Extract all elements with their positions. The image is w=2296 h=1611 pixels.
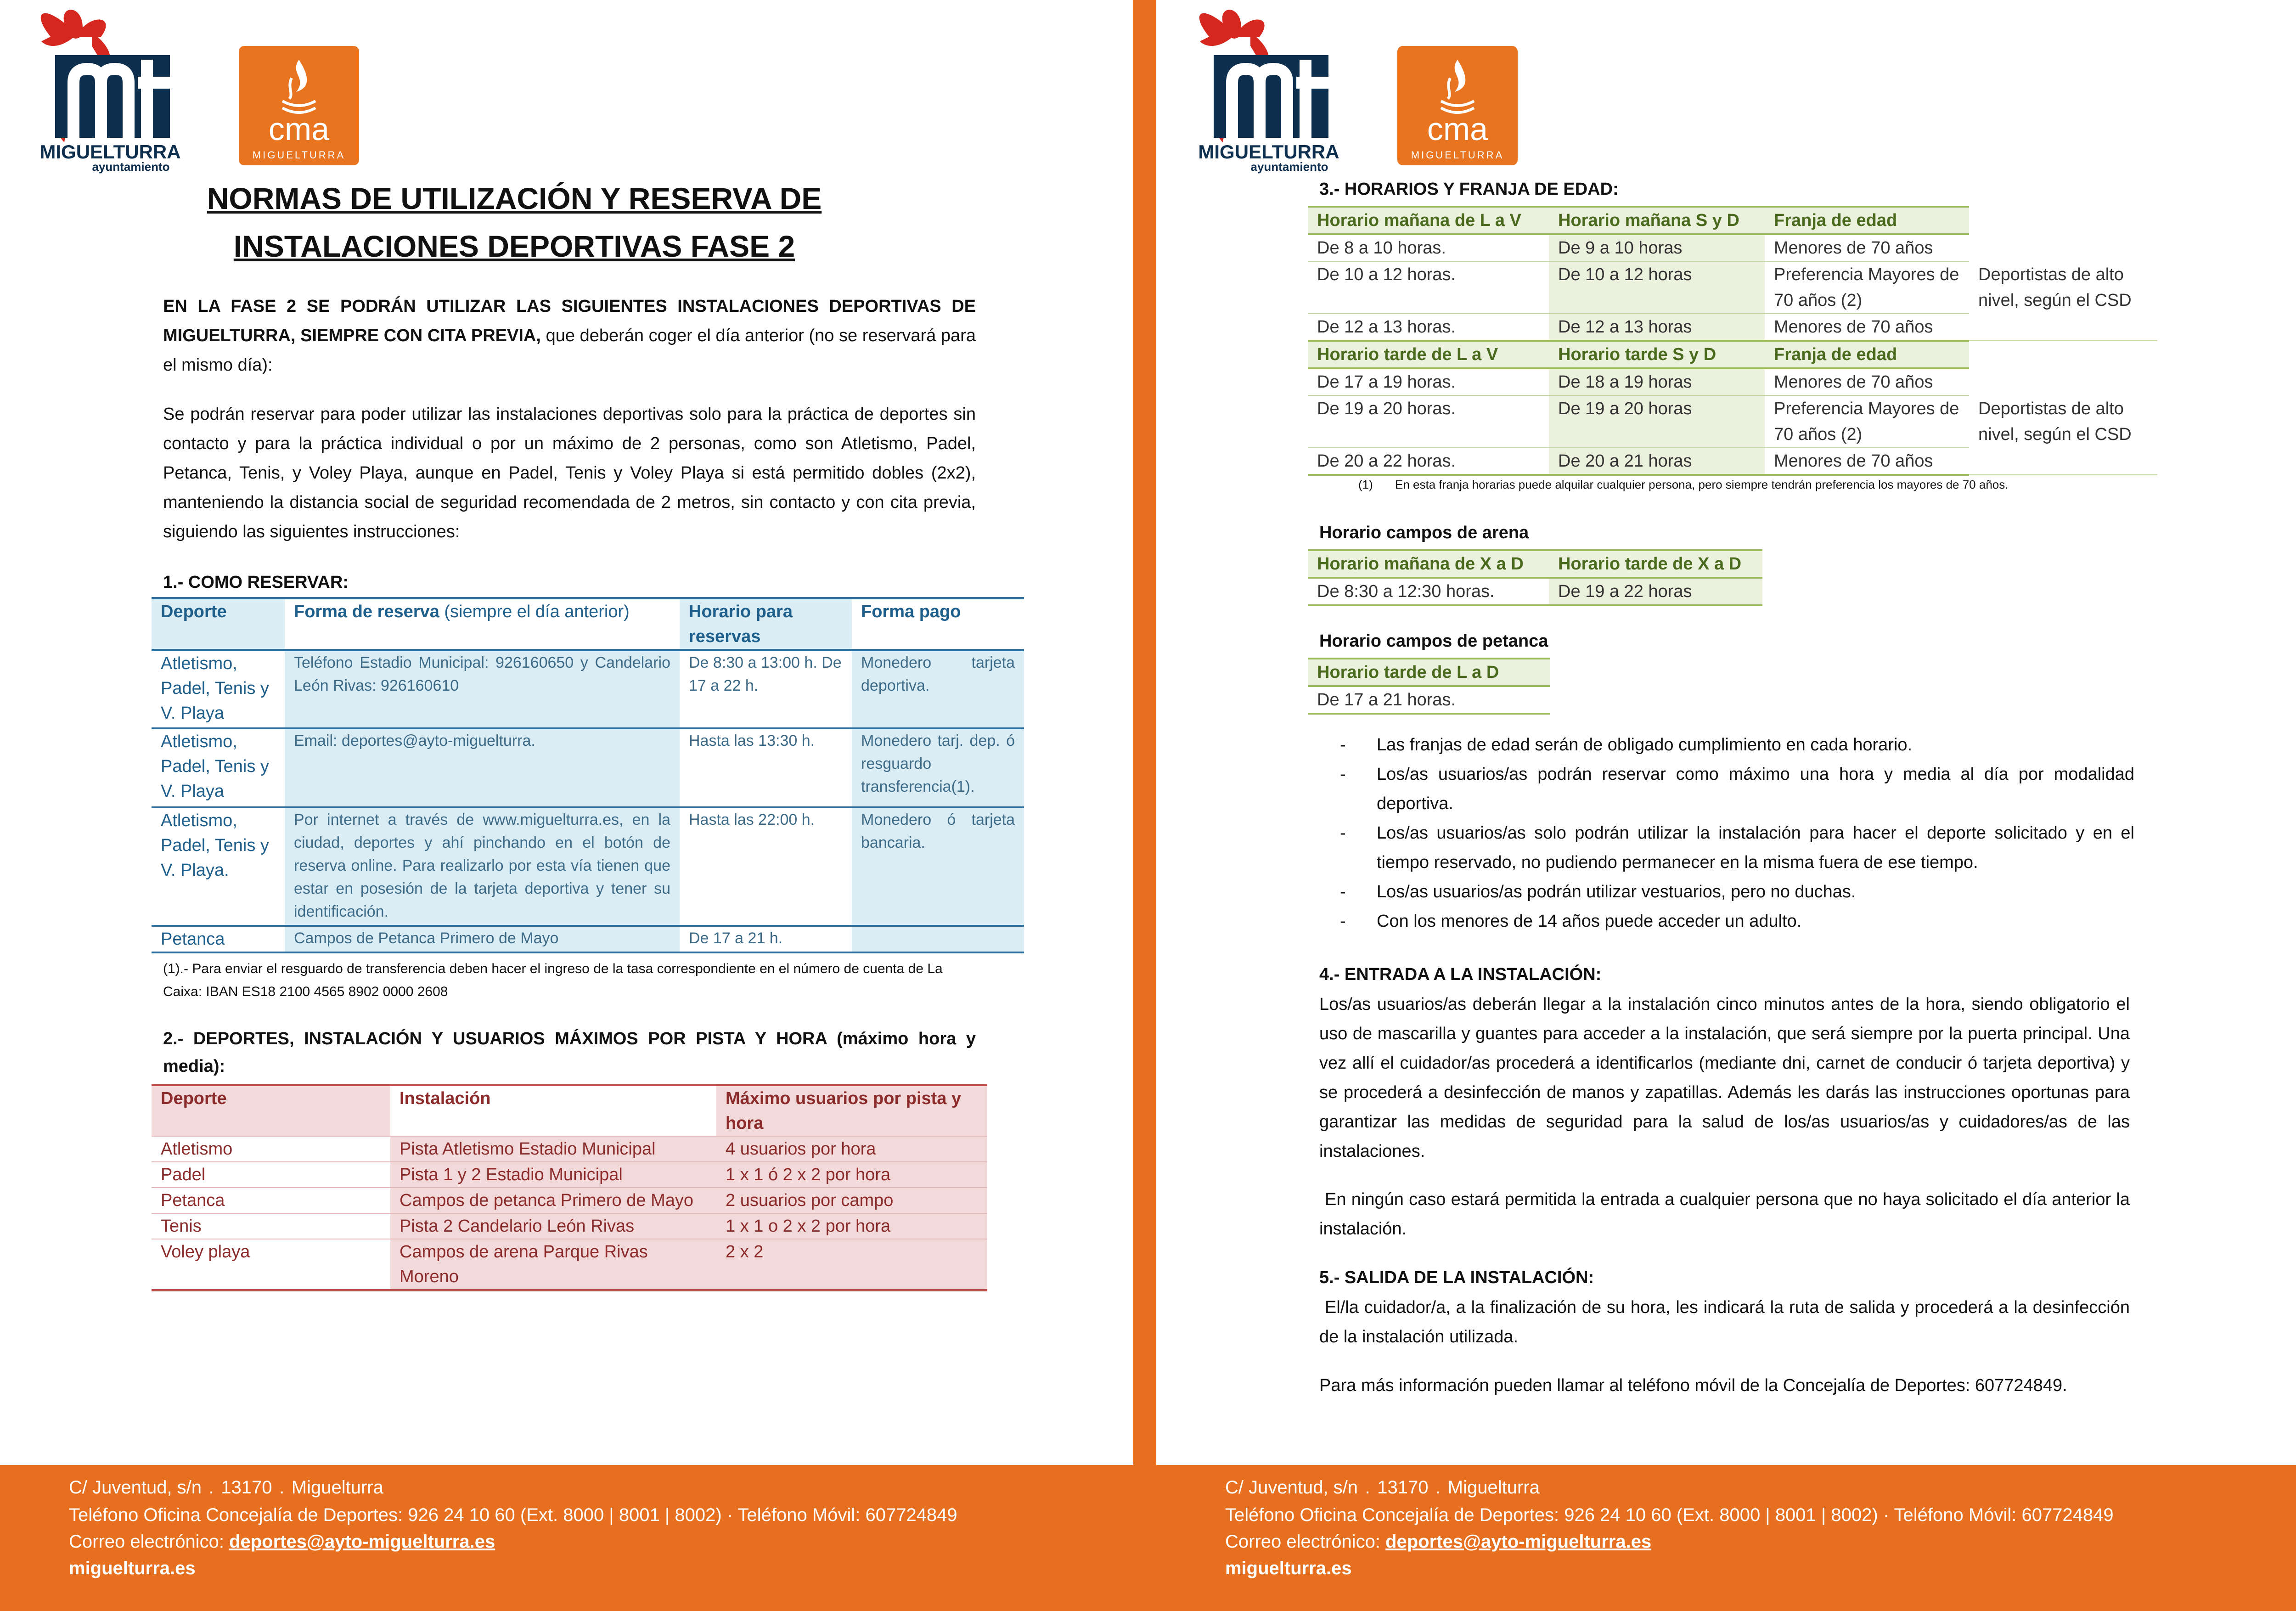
cell-franja: Menores de 70 años <box>1765 314 1969 341</box>
afternoon-header-row <box>1308 341 2157 368</box>
header-maximo: Máximo usuarios por pista y hora <box>716 1085 987 1137</box>
cell-instalacion: Pista Atletismo Estadio Municipal <box>390 1136 716 1162</box>
header-afternoon-sd: Horario tarde S y D <box>1549 341 1765 368</box>
arena-header-row <box>1308 550 1762 578</box>
cell-sd: De 20 a 21 horas <box>1549 448 1765 475</box>
cell-franja: Preferencia Mayores de 70 años (2) <box>1765 261 1969 314</box>
cell-forma: Campos de Petanca Primero de Mayo <box>285 926 680 952</box>
footer-address-line: C/ Juventud, s/n . 13170 . Miguelturra <box>69 1477 383 1498</box>
section3-heading: 3.- HORARIOS Y FRANJA DE EDAD: <box>1319 180 1619 199</box>
cell-horario: De 17 a 21 h. <box>680 926 852 952</box>
petanca-header-row <box>1308 659 1550 686</box>
header-arena-morning: Horario mañana de X a D <box>1308 550 1549 578</box>
cell-lv: De 20 a 22 horas. <box>1308 448 1549 475</box>
transfer-note: (1).- Para enviar el resguardo de transferencia deben hacer el ingreso de la tasa correspondiente en el número de cuenta de La Caixa: IBAN ES18 2100 4565 8902 0000 2608 <box>163 961 943 999</box>
footer-phone-line: Teléfono Oficina Concejalía de Deportes: 926 24 10 60 (Ext. 8000 | 8001 | 8002) · Teléfono Móvil: 607724849 <box>1225 1505 2114 1525</box>
header-deporte: Deporte <box>152 1085 390 1137</box>
header-franja: Franja de edad <box>1765 341 1969 368</box>
petanca-table <box>1308 658 1550 715</box>
intro-rest: que deberán coger el día anterior (no se reservará para el mismo día): <box>163 326 976 375</box>
cell-forma: Por internet a través de www.miguelturra.es, en la ciudad, deportes y ahí pinchando en el botón de reserva online. Para realizarlo por esta vía tienen que estar en posesión de la tarjeta deportiva y tener su identificación. <box>285 807 680 926</box>
cell-maximo: 1 x 1 ó 2 x 2 por hora <box>716 1162 987 1188</box>
footer-left <box>0 1465 1133 1611</box>
section5-heading: 5.- SALIDA DE LA INSTALACIÓN: <box>1319 1268 1594 1287</box>
cell-deporte: Petanca <box>152 1188 390 1213</box>
section1-heading: 1.- COMO RESERVAR: <box>163 573 349 592</box>
footer-address-line: C/ Juventud, s/n . 13170 . Miguelturra <box>1225 1477 1540 1498</box>
section4-paragraph-2: En ningún caso estará permitida la entrada a cualquier persona que no haya solicitado el día anterior la instalación. <box>1319 1190 2130 1239</box>
cell-instalacion: Campos de arena Parque Rivas Moreno <box>390 1239 716 1290</box>
cell-maximo: 4 usuarios por hora <box>716 1136 987 1162</box>
cell-sd: De 10 a 12 horas <box>1549 261 1765 314</box>
cma-logo <box>239 46 359 165</box>
header-petanca: Horario tarde de L a D <box>1308 659 1550 686</box>
reservation-header-row <box>152 598 1024 650</box>
table-row <box>152 728 1024 807</box>
page-left <box>0 0 1133 1611</box>
cell-lv: De 8 a 10 horas. <box>1308 234 1549 261</box>
section4-paragraph: Los/as usuarios/as deberán llegar a la instalación cinco minutos antes de la hora, siendo obligatorio el uso de mascarilla y guantes para acceder a la instalación, que será siempre por la puerta principal. Una vez allí el cuidador/as procederá a identificarlos (mediante dni, carnet de conducir ó tarjeta deportiva) y se procederá a desinfección de manos y zapatillas. Además les darás las instrucciones oportunas para garantizar las medidas de seguridad para la salud de los/as usuarios/as y cuidadores/as de las instalaciones. <box>1319 995 2130 1161</box>
cma-letters: cma <box>1427 111 1488 147</box>
table-row <box>152 1162 987 1188</box>
page-divider <box>1133 0 1156 1611</box>
table-row <box>152 1213 987 1239</box>
footer-email-link[interactable]: deportes@ayto-miguelturra.es <box>229 1532 495 1552</box>
cell-horario: Hasta las 22:00 h. <box>680 807 852 926</box>
table-row <box>152 650 1024 728</box>
cell-pago <box>852 926 1024 952</box>
cell-sd: De 9 a 10 horas <box>1549 234 1765 261</box>
footer-email-line: Correo electrónico: deportes@ayto-miguelturra.es <box>69 1532 495 1552</box>
cell-deporte: Atletismo <box>152 1136 390 1162</box>
mt-sub-text: ayuntamiento <box>1250 160 1328 174</box>
table-row <box>1308 234 2157 261</box>
sports-table <box>152 1084 987 1291</box>
table-row <box>152 1188 987 1213</box>
table-row <box>152 807 1024 926</box>
doc-title-line1: NORMAS DE UTILIZACIÓN Y RESERVA DE <box>207 181 822 215</box>
cell-lv: De 10 a 12 horas. <box>1308 261 1549 314</box>
header-instalacion: Instalación <box>390 1085 716 1137</box>
cell-arena-morning: De 8:30 a 12:30 horas. <box>1308 578 1549 605</box>
schedule-footnote: (1) En esta franja horarias puede alquilar cualquier persona, pero siempre tendrán preferencia los mayores de 70 años. <box>1358 478 2009 491</box>
cell-pago: Monedero ó tarjeta bancaria. <box>852 807 1024 926</box>
cell-deporte: Atletismo, Padel, Tenis y V. Playa <box>152 728 285 807</box>
table-row <box>152 1239 987 1290</box>
header-pago: Forma pago <box>852 598 1024 650</box>
mt-sub-text: ayuntamiento <box>92 160 170 174</box>
list-item: - Los/as usuarios/as solo podrán utilizar la instalación para hacer el deporte solicitado y en el tiempo reservado, no pudiendo permanecer en la misma fuera de ese tiempo. <box>1340 823 2134 872</box>
cell-pago: Monedero tarjeta deportiva. <box>852 650 1024 728</box>
header-forma: Forma de reserva (siempre el día anterior) <box>285 598 680 650</box>
list-item: - Los/as usuarios/as podrán reservar como máximo una hora y media al día por modalidad deportiva. <box>1340 765 2134 813</box>
cell-lv: De 12 a 13 horas. <box>1308 314 1549 341</box>
table-row <box>1308 368 2157 395</box>
intro-bold: EN LA FASE 2 SE PODRÁN UTILIZAR LAS SIGUIENTES INSTALACIONES DEPORTIVAS DE MIGUELTURRA, SIEMPRE CON CITA PREVIA, <box>163 297 976 345</box>
cell-maximo: 2 usuarios por campo <box>716 1188 987 1213</box>
side-note-morning: Deportistas de alto nivel, según el CSD <box>1969 234 2157 341</box>
header-afternoon-lv: Horario tarde de L a V <box>1308 341 1549 368</box>
petanca-title: Horario campos de petanca <box>1319 631 1548 651</box>
cell-instalacion: Campos de petanca Primero de Mayo <box>390 1188 716 1213</box>
cell-deporte: Padel <box>152 1162 390 1188</box>
cell-deporte: Petanca <box>152 926 285 952</box>
cma-brand-text: MIGUELTURRA <box>252 149 346 161</box>
cell-forma: Teléfono Estadio Municipal: 926160650 y Candelario León Rivas: 926160610 <box>285 650 680 728</box>
page-right <box>1156 0 2296 1611</box>
table-row <box>1308 686 1550 714</box>
doc-title-line2: INSTALACIONES DEPORTIVAS FASE 2 <box>233 229 795 263</box>
reservation-table <box>152 597 1024 953</box>
footer-email-line: Correo electrónico: deportes@ayto-miguelturra.es <box>1225 1532 1652 1552</box>
side-note-afternoon: Deportistas de alto nivel, según el CSD <box>1969 368 2157 475</box>
section2-heading: 2.- DEPORTES, INSTALACIÓN Y USUARIOS MÁXIMOS POR PISTA Y HORA (máximo hora y media): <box>163 1029 976 1076</box>
header-franja: Franja de edad <box>1765 207 1969 234</box>
cell-horario: Hasta las 13:30 h. <box>680 728 852 807</box>
cell-forma: Email: deportes@ayto-miguelturra. <box>285 728 680 807</box>
cell-maximo: 1 x 1 o 2 x 2 por hora <box>716 1213 987 1239</box>
cell-sd: De 19 a 20 horas <box>1549 395 1765 448</box>
header-arena-afternoon: Horario tarde de X a D <box>1549 550 1762 578</box>
cell-lv: De 17 a 19 horas. <box>1308 368 1549 395</box>
miguelturra-logo <box>23 5 197 175</box>
cell-franja: Menores de 70 años <box>1765 234 1969 261</box>
mt-brand-text: MIGUELTURRA <box>39 141 181 163</box>
cell-lv: De 19 a 20 horas. <box>1308 395 1549 448</box>
cma-brand-text: MIGUELTURRA <box>1411 149 1504 161</box>
list-item: - Los/as usuarios/as podrán utilizar vestuarios, pero no duchas. <box>1340 882 1856 901</box>
footer-web-link[interactable]: miguelturra.es <box>69 1558 196 1578</box>
header-morning-sd: Horario mañana S y D <box>1549 207 1765 234</box>
cell-deporte: Atletismo, Padel, Tenis y V. Playa. <box>152 807 285 926</box>
footer-right <box>1156 1465 2296 1611</box>
cell-sd: De 18 a 19 horas <box>1549 368 1765 395</box>
section4-heading: 4.- ENTRADA A LA INSTALACIÓN: <box>1319 965 1602 984</box>
cell-deporte: Atletismo, Padel, Tenis y V. Playa <box>152 650 285 728</box>
section5-paragraph: El/la cuidador/a, a la finalización de su hora, les indicará la ruta de salida y procederá a la desinfección de la instalación utilizada. <box>1319 1298 2130 1346</box>
cell-franja: Menores de 70 años <box>1765 368 1969 395</box>
cell-instalacion: Pista 2 Candelario León Rivas <box>390 1213 716 1239</box>
list-item: - Con los menores de 14 años puede acceder un adulto. <box>1340 912 1802 931</box>
table-row <box>152 926 1024 952</box>
cell-pago: Monedero tarj. dep. ó resguardo transferencia(1). <box>852 728 1024 807</box>
footer-email-link[interactable]: deportes@ayto-miguelturra.es <box>1385 1532 1652 1552</box>
arena-table <box>1308 549 1762 606</box>
cma-letters: cma <box>268 111 330 147</box>
cell-franja: Menores de 70 años <box>1765 448 1969 475</box>
header-horario: Horario para reservas <box>680 598 852 650</box>
cell-petanca: De 17 a 21 horas. <box>1308 686 1550 714</box>
cell-instalacion: Pista 1 y 2 Estadio Municipal <box>390 1162 716 1188</box>
arena-title: Horario campos de arena <box>1319 523 1529 542</box>
miguelturra-logo <box>1182 5 1356 175</box>
table-row <box>152 1136 987 1162</box>
intro-paragraph <box>163 292 976 380</box>
rules-list <box>1340 730 2134 936</box>
cell-sd: De 12 a 13 horas <box>1549 314 1765 341</box>
intro-paragraph-2: Se podrán reservar para poder utilizar las instalaciones deportivas solo para la práctica de deportes sin contacto y para la práctica individual o por un máximo de 2 personas, como son Atletismo, Padel, Petanca, Tenis, y Voley Playa, aunque en Padel, Tenis y Voley Playa si está permitido dobles (2x2), manteniendo la distancia social de seguridad recomendada de 2 metros, sin contacto y con cita previa, siguiendo las siguientes instrucciones: <box>163 405 976 541</box>
footer-web-link[interactable]: miguelturra.es <box>1225 1558 1352 1578</box>
table-row <box>1308 578 1762 605</box>
morning-header-row <box>1308 207 2157 234</box>
footer-phone-line: Teléfono Oficina Concejalía de Deportes: 926 24 10 60 (Ext. 8000 | 8001 | 8002) · Teléfono Móvil: 607724849 <box>69 1505 957 1525</box>
cma-logo <box>1397 46 1518 165</box>
header-deporte: Deporte <box>152 598 285 650</box>
schedule-table <box>1308 206 2157 476</box>
mt-brand-text: MIGUELTURRA <box>1198 141 1339 163</box>
cell-maximo: 2 x 2 <box>716 1239 987 1290</box>
cell-horario: De 8:30 a 13:00 h. De 17 a 22 h. <box>680 650 852 728</box>
cell-arena-afternoon: De 19 a 22 horas <box>1549 578 1762 605</box>
sports-header-row <box>152 1085 987 1137</box>
cell-deporte: Tenis <box>152 1213 390 1239</box>
cell-franja: Preferencia Mayores de 70 años (2) <box>1765 395 1969 448</box>
cell-deporte: Voley playa <box>152 1239 390 1290</box>
header-morning-lv: Horario mañana de L a V <box>1308 207 1549 234</box>
list-item: - Las franjas de edad serán de obligado cumplimiento en cada horario. <box>1340 735 1913 755</box>
section5-paragraph-2: Para más información pueden llamar al teléfono móvil de la Concejalía de Deportes: 607724849. <box>1319 1376 2067 1395</box>
